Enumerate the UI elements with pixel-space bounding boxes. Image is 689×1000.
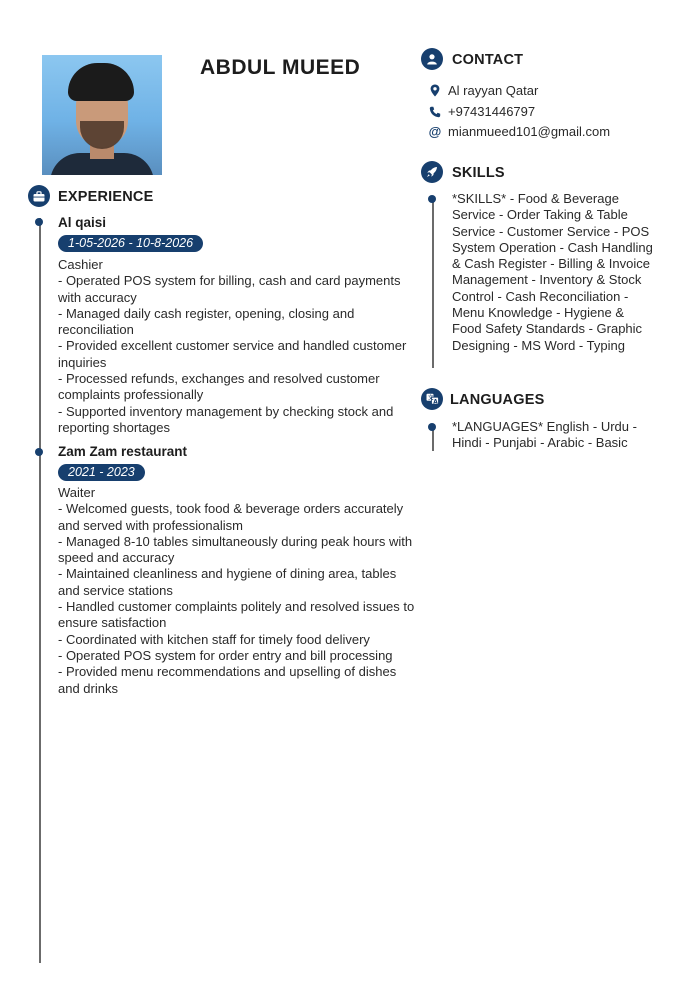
skills-heading: SKILLS [452,165,505,181]
at-icon: @ [428,124,442,139]
job-line: - Welcomed guests, took food & beverage orders accurately and served with professionalism [58,501,404,533]
location-text: Al rayyan Qatar [448,83,539,98]
job-company: Al qaisi [58,215,107,230]
svg-text:文: 文 [427,395,434,402]
job-line: Cashier [58,257,103,272]
skills-timeline [432,196,434,368]
job-line: - Coordinated with kitchen staff for timely food delivery [58,631,370,647]
job-line: - Supported inventory management by checking stock and reporting shortages [58,403,394,435]
job-line: - Operated POS system for order entry and bill processing [58,647,393,663]
timeline-dot [35,218,43,226]
job-line: - Provided excellent customer service and handled customer inquiries [58,338,407,370]
contact-heading: CONTACT [452,52,524,68]
phone-icon [428,106,442,118]
phone-text: +97431446797 [448,104,536,119]
briefcase-icon [28,185,50,207]
timeline-dot [428,423,436,431]
email-text: mianmueed101@gmail.com [448,124,611,139]
map-pin-icon [428,84,442,97]
job-dates: 2021 - 2023 [58,464,145,481]
translate-icon [421,388,443,410]
skills-text: *SKILLS* - Food & Beverage Service - Order Taking & Table Service - Customer Service - POS System Operation - Cash Handling & Cash Register - Billing & Invoice Management - Inventory & Stock Control - Cash Reconciliation - Menu Knowledge - Hygiene & Food Safety Standards - Graphic Designing - MS Word - Typing [452,191,653,353]
languages-heading: LANGUAGES [450,392,545,408]
job-description [58,485,420,697]
timeline-dot [428,195,436,203]
contact-email [428,124,610,139]
contact-location [428,83,538,98]
job-line: Waiter [58,485,96,500]
languages-text: *LANGUAGES* English - Urdu - Hindi - Punjabi - Arabic - Basic [452,419,637,451]
job-description [58,257,420,436]
experience-heading: EXPERIENCE [58,189,154,205]
person-icon [421,48,443,70]
job-line: - Managed daily cash register, opening, closing and reconciliation [58,305,355,338]
job-company: Zam Zam restaurant [58,444,188,459]
timeline-dot [35,448,43,456]
contact-phone [428,104,535,119]
job-dates: 1-05-2026 - 10-8-2026 [58,235,203,252]
profile-photo [42,55,162,175]
experience-timeline [39,218,41,963]
rocket-icon [421,161,443,183]
candidate-name: ABDUL MUEED [200,56,361,79]
job-line: - Maintained cleanliness and hygiene of dining area, tables and service stations [58,566,397,598]
job-line: - Provided menu recommendations and upselling of dishes and drinks [58,664,397,696]
job-line: - Operated POS system for billing, cash and card payments with accuracy [58,273,401,305]
job-line: - Managed 8-10 tables simultaneously during peak hours with speed and accuracy [58,533,413,566]
job-line: - Processed refunds, exchanges and resolved customer complaints professionally [58,371,380,403]
svg-text:A: A [432,399,438,405]
job-line: - Handled customer complaints politely and resolved issues to ensure satisfaction [58,599,415,631]
